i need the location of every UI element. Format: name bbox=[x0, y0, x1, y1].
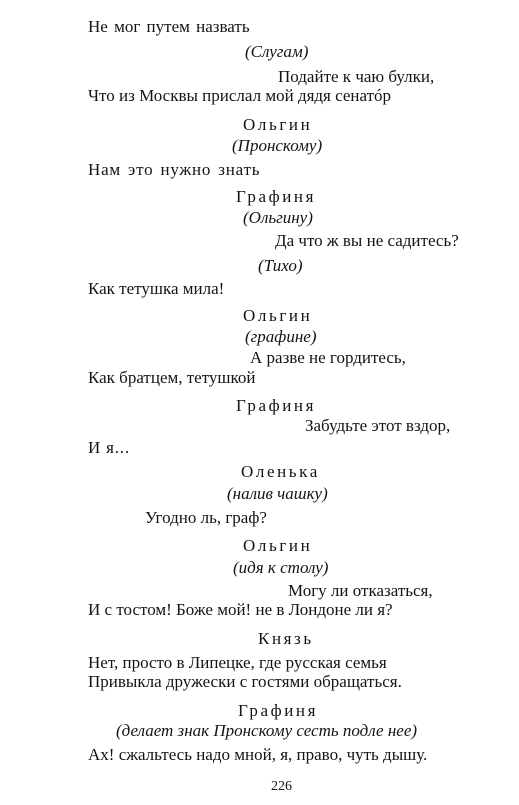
page-number: 226 bbox=[271, 779, 292, 794]
speaker-name: Оленька bbox=[241, 462, 320, 481]
speaker-name: Графиня bbox=[236, 396, 317, 415]
verse-line: Ах! сжальтесь надо мной, я, право, чуть дышу. bbox=[88, 745, 428, 764]
stage-direction: (делает знак Пронскому сесть подле нее) bbox=[116, 721, 418, 740]
stage-direction: (Ольгину) bbox=[243, 208, 313, 227]
verse-line: И с тостом! Боже мой! не в Лондоне ли я? bbox=[88, 600, 393, 619]
verse-line: Забудьте этот вздор, bbox=[305, 416, 451, 435]
verse-line: Могу ли отказаться, bbox=[288, 581, 433, 600]
stage-direction: (Тихо) bbox=[258, 256, 303, 275]
speaker-name: Ольгин bbox=[243, 306, 313, 325]
stage-direction: (идя к столу) bbox=[233, 558, 329, 577]
stage-direction: (Пронскому) bbox=[232, 136, 323, 155]
verse-line: Нам это нужно знать bbox=[88, 160, 261, 179]
stage-direction: (Слугам) bbox=[245, 42, 309, 61]
verse-line: Да что ж вы не садитесь? bbox=[275, 231, 459, 250]
verse-line: А разве не гордитесь, bbox=[250, 348, 406, 367]
stage-direction: (налив чашку) bbox=[227, 484, 328, 503]
verse-line: Как тетушка мила! bbox=[88, 279, 225, 298]
stage-direction: (графине) bbox=[245, 327, 317, 346]
verse-line: Как братцем, тетушкой bbox=[88, 368, 256, 387]
speaker-name: Князь bbox=[258, 629, 314, 648]
verse-line: И я... bbox=[88, 438, 130, 457]
verse-line: Привыкла дружески с гостями обращаться. bbox=[88, 672, 402, 691]
verse-line: Нет, просто в Липецке, где русская семья bbox=[88, 653, 387, 672]
verse-line: Угодно ль, граф? bbox=[145, 508, 267, 527]
speaker-name: Графиня bbox=[236, 187, 317, 206]
speaker-name: Графиня bbox=[238, 701, 319, 720]
verse-line: Не мог путем назвать bbox=[88, 17, 250, 36]
verse-line: Подайте к чаю булки, bbox=[278, 67, 435, 86]
speaker-name: Ольгин bbox=[243, 115, 313, 134]
speaker-name: Ольгин bbox=[243, 536, 313, 555]
verse-line: Что из Москвы прислал мой дядя сенатóр bbox=[88, 86, 392, 105]
